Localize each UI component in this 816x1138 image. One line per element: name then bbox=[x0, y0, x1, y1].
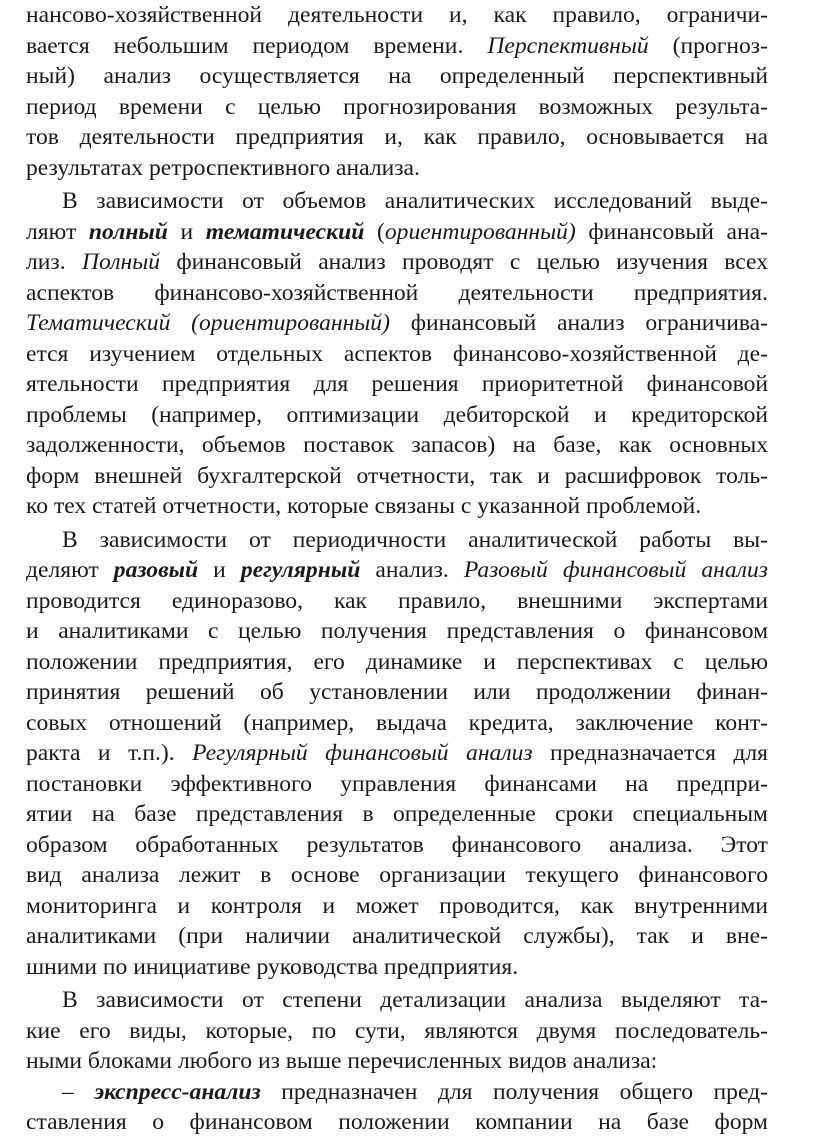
text-line: аспектов финансово-хозяйственной деятельности предприятия. bbox=[26, 279, 768, 306]
text-line: период времени с целью прогнозирования возможных результа- bbox=[26, 93, 768, 120]
term-regulyarnyi: регулярный bbox=[240, 557, 361, 583]
text-line: тов деятельности предприятия и, как правило, основывается на bbox=[26, 124, 768, 150]
text-line: форм внешней бухгалтерской отчетности, так и расшифровок толь- bbox=[26, 462, 768, 489]
text-line: вается небольшим периодом времени. Перспективный (прогноз- bbox=[26, 32, 768, 59]
text-line: результатах ретроспективного анализа. bbox=[26, 154, 420, 181]
text-line: и аналитиками с целью получения представления о финансовом bbox=[26, 618, 768, 644]
text-line: принятия решений об установлении или продолжении финан- bbox=[26, 679, 768, 705]
text-line: проводится единоразово, как правило, внешними экспертами bbox=[26, 587, 768, 614]
text-line: – экспресс-анализ предназначен для получения общего пред- bbox=[62, 1078, 768, 1105]
text-line: мониторинга и контроля и может проводится, как внутренними bbox=[26, 892, 768, 919]
paragraph bbox=[26, 985, 768, 1077]
text-line: ляют полный и тематический (ориентированный) финансовый ана- bbox=[26, 218, 768, 245]
text-line: деляют разовый и регулярный анализ. Разовый финансовый анализ bbox=[26, 557, 768, 583]
text-line: постановки эффективного управления финансами на предпри- bbox=[26, 770, 768, 797]
document-page bbox=[26, 0, 768, 1138]
paragraph bbox=[26, 525, 768, 983]
text-line: В зависимости от объемов аналитических исследований выде- bbox=[62, 188, 768, 214]
text-line: В зависимости от степени детализации анализа выделяют та- bbox=[62, 987, 768, 1013]
text-line: ко тех статей отчетности, которые связаны с указанной проблемой. bbox=[26, 493, 702, 519]
paragraph bbox=[26, 186, 768, 522]
text-line: В зависимости от периодичности аналитической работы вы- bbox=[62, 526, 768, 553]
paragraph bbox=[26, 0, 768, 183]
text-line: ставления о финансовом положении компании на базе форм bbox=[26, 1109, 768, 1135]
text-line: ными блоками любого из выше перечисленных видов анализа: bbox=[26, 1048, 658, 1074]
text-line: ятельности предприятия для решения приоритетной финансовой bbox=[26, 371, 768, 397]
text-line: Тематический (ориентированный) финансовый анализ ограничива- bbox=[26, 310, 768, 336]
text-line: аналитиками (при наличии аналитической службы), так и вне- bbox=[26, 923, 768, 949]
text-line: образом обработанных результатов финансового анализа. Этот bbox=[26, 831, 768, 858]
term-tematicheskii: тематический bbox=[205, 218, 365, 245]
text-line: положении предприятия, его динамике и перспективах с целью bbox=[26, 648, 768, 675]
term-express-analiz: экспресс-анализ bbox=[94, 1078, 261, 1105]
text-line: проблемы (например, оптимизации дебиторской и кредиторской bbox=[26, 401, 768, 428]
term-polnyi: полный bbox=[88, 218, 168, 245]
term-razovyi: разовый bbox=[113, 557, 199, 583]
text-line: лиз. Полный финансовый анализ проводят с целью изучения всех bbox=[26, 249, 768, 275]
text-line: вид анализа лежит в основе организации текущего финансового bbox=[26, 862, 768, 888]
text-line: задолженности, объемов поставок запасов) на базе, как основных bbox=[26, 432, 768, 458]
text-line: шними по инициативе руководства предприятия. bbox=[26, 953, 519, 980]
text-line: ятии на базе представления в определенные сроки специальным bbox=[26, 801, 768, 827]
list-item bbox=[26, 1077, 768, 1138]
text-line: кие его виды, которые, по сути, являются двумя последователь- bbox=[26, 1017, 768, 1044]
text-line: ется изучением отдельных аспектов финансово-хозяйственной де- bbox=[26, 340, 768, 367]
text-line: ракта и т.п.). Регулярный финансовый анализ предназначается для bbox=[26, 740, 768, 766]
text-line: нансово-хозяйственной деятельности и, как правило, ограничи- bbox=[26, 2, 768, 28]
text-line: ный) анализ осуществляется на определенный перспективный bbox=[26, 63, 768, 89]
text-line: совых отношений (например, выдача кредита, заключение конт- bbox=[26, 709, 768, 736]
